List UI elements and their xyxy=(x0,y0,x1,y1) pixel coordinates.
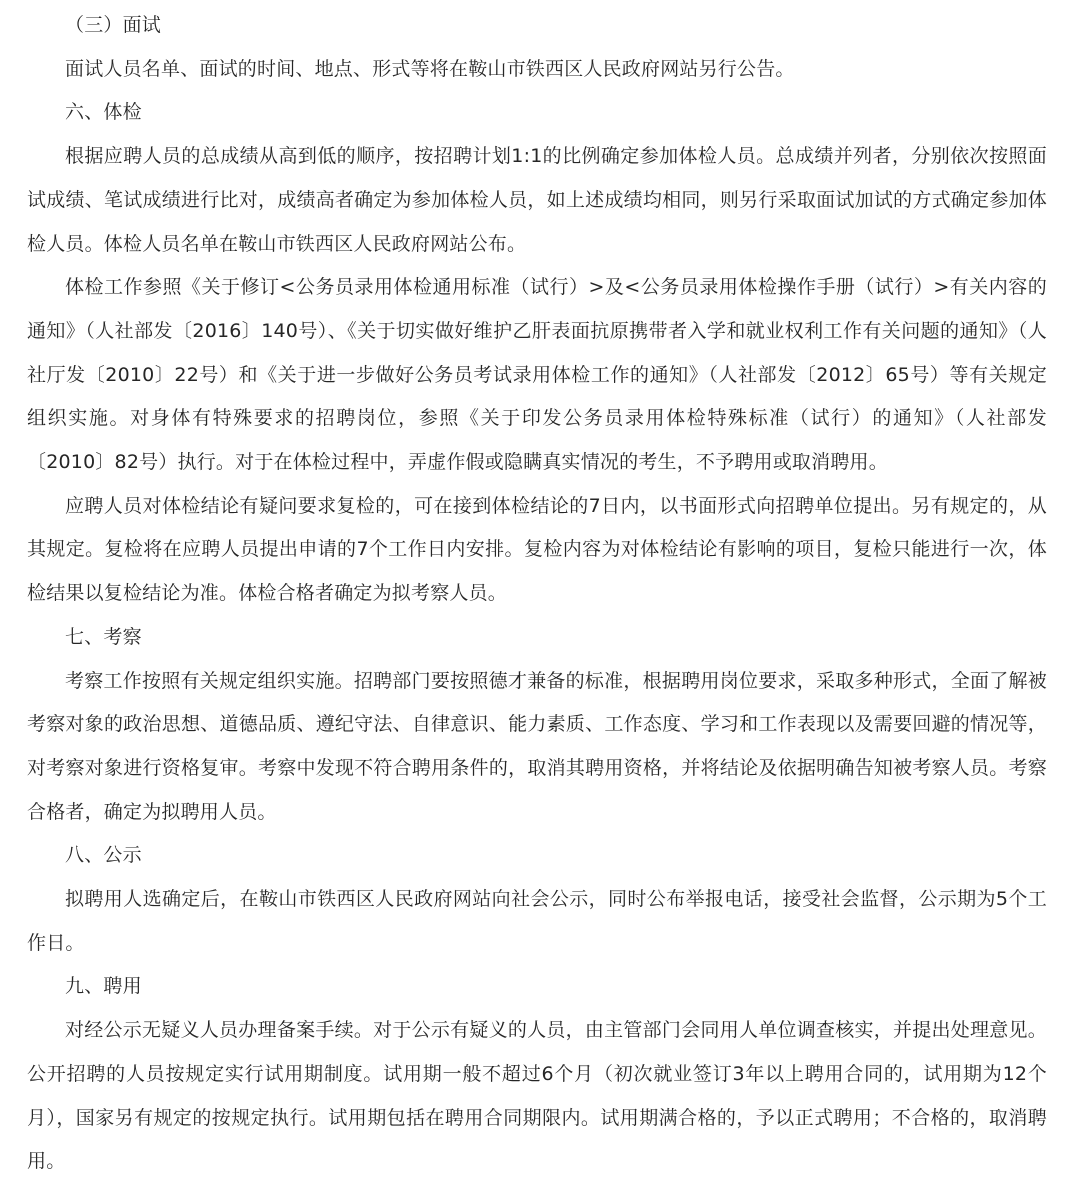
paragraph-medical-recheck: 应聘人员对体检结论有疑问要求复检的，可在接到体检结论的7日内，以书面形式向招聘单位提出。另有规定的，从其规定。复检将在应聘人员提出申请的7个工作日内安排。复检内容为对体检结论有影响的项目，复检只能进行一次，体检结果以复检结论为准。体检合格者确定为拟考察人员。 xyxy=(27,494,1047,605)
paragraph-inspection: 考察工作按照有关规定组织实施。招聘部门要按照德才兼备的标准，根据聘用岗位要求，采取多种形式，全面了解被考察对象的政治思想、道德品质、遵纪守法、自律意识、能力素质、工作态度、学习和工作表现以及需要回避的情况等，对考察对象进行资格复审。考察中发现不符合聘用条件的，取消其聘用资格，并将结论及依据明确告知被考察人员。考察合格者，确定为拟聘用人员。 xyxy=(27,669,1047,823)
paragraph-employment: 对经公示无疑义人员办理备案手续。对于公示有疑义的人员，由主管部门会同用人单位调查核实，并提出处理意见。公开招聘的人员按规定实行试用期制度。试用期一般不超过6个月（初次就业签订3年以上聘用合同的，试用期为12个月），国家另有规定的按规定执行。试用期包括在聘用合同期限内。试用期满合格的，予以正式聘用；不合格的，取消聘用。 xyxy=(27,1019,1047,1173)
heading-employment: 九、聘用 xyxy=(65,975,142,998)
paragraph-publicity: 拟聘用人选确定后，在鞍山市铁西区人民政府网站向社会公示，同时公布举报电话，接受社会监督，公示期为5个工作日。 xyxy=(27,888,1047,954)
heading-interview: （三）面试 xyxy=(65,14,162,36)
paragraph-medical-standards: 体检工作参照《关于修订<公务员录用体检通用标准（试行）>及<公务员录用体检操作手册（试行）>有关内容的通知》（人社部发〔2016〕140号）、《关于切实做好维护乙肝表面抗原携带者入学和就业权利工作有关问题的通知》（人社厅发〔2010〕22号）和《关于进一步做好公务员考试录用体检工作的通知》（人社部发〔2012〕65号）等有关规定组织实施。对身体有特殊要求的招聘岗位，参照《关于印发公务员录用体检特殊标准（试行）的通知》（人社部发〔2010〕82号）执行。对于在体检过程中，弄虚作假或隐瞒真实情况的考生，不予聘用或取消聘用。 xyxy=(27,276,1047,474)
paragraph-medical-selection: 根据应聘人员的总成绩从高到低的顺序，按招聘计划1:1的比例确定参加体检人员。总成绩并列者，分别依次按照面试成绩、笔试成绩进行比对，成绩高者确定为参加体检人员，如上述成绩均相同，则另行采取面试加试的方式确定参加体检人员。体检人员名单在鞍山市铁西区人民政府网站公布。 xyxy=(27,145,1047,255)
paragraph-interview-notice: 面试人员名单、面试的时间、地点、形式等将在鞍山市铁西区人民政府网站另行公告。 xyxy=(65,57,795,80)
heading-publicity: 八、公示 xyxy=(65,844,142,867)
heading-medical-exam: 六、体检 xyxy=(65,101,142,124)
document-body xyxy=(27,4,1047,1184)
heading-inspection: 七、考察 xyxy=(65,625,142,648)
